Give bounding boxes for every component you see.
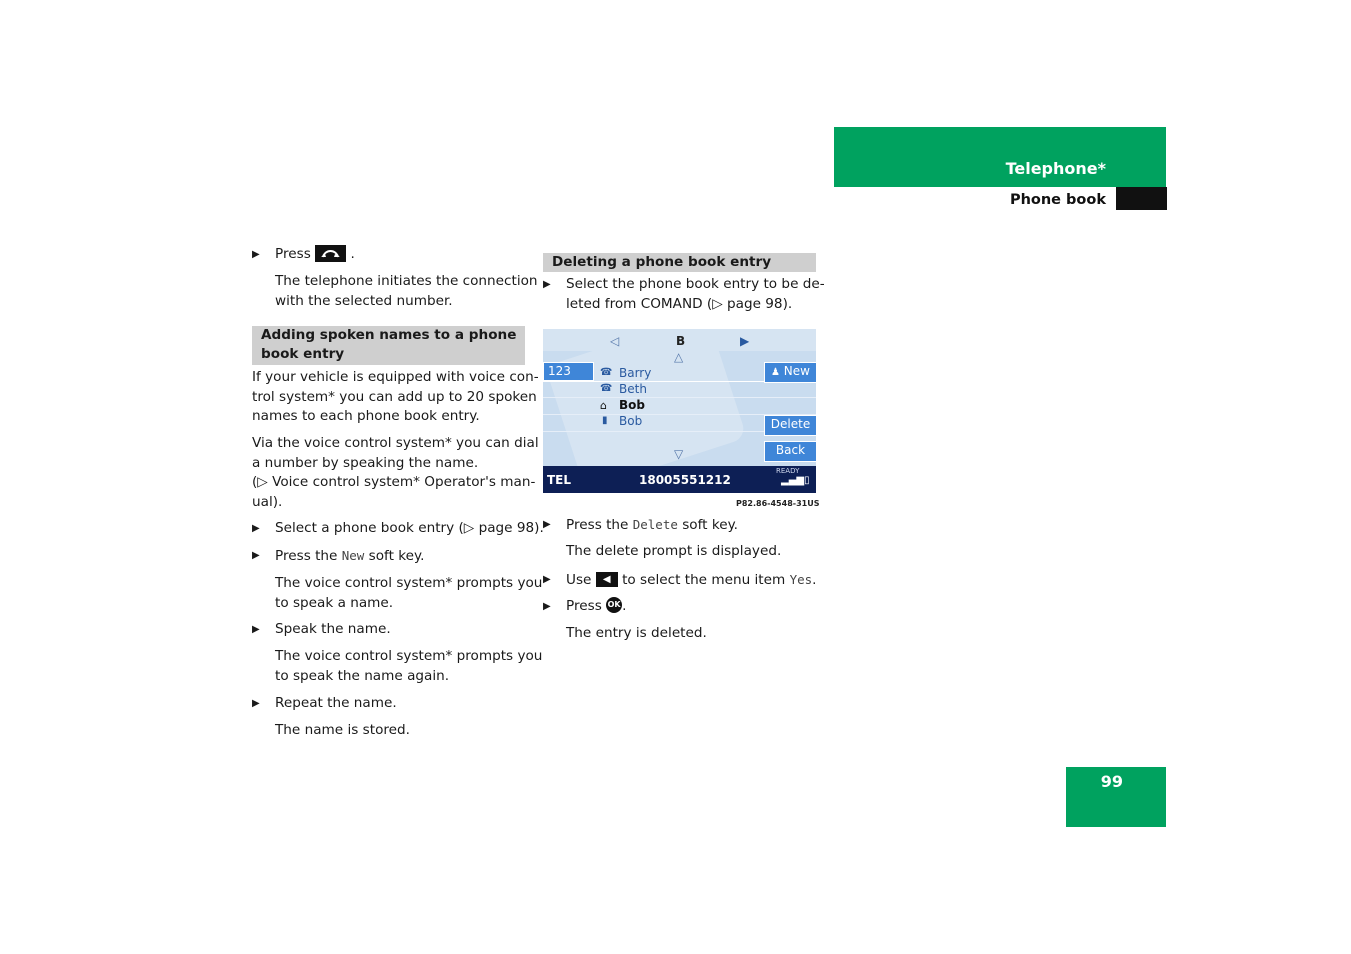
- bullet-icon: ▶: [252, 550, 260, 561]
- softkey-back[interactable]: Back: [764, 441, 816, 462]
- contact-icon: ♟: [771, 367, 780, 378]
- step-repeat-name: Repeat the name.: [275, 695, 397, 711]
- bullet-icon: ▶: [252, 523, 260, 534]
- step-use-left-key: Use ◀ to select the menu item Yes.: [566, 572, 817, 588]
- step-press-new: Press the New soft key.: [275, 548, 425, 564]
- section-heading-spoken-names: Adding spoken names to a phone book entry: [252, 326, 525, 365]
- left-arrow-icon: ◁: [610, 334, 620, 348]
- section-title: Phone book: [1009, 192, 1106, 208]
- step-result: The telephone initiates the connection with the selected number.: [275, 273, 538, 309]
- softkey-name-delete: Delete: [632, 517, 678, 532]
- bullet-icon: ▶: [543, 574, 551, 585]
- bullet-icon: ▶: [543, 519, 551, 530]
- bullet-icon: ▶: [252, 249, 260, 260]
- status-label: TEL: [547, 473, 572, 487]
- home-icon: ⌂: [600, 399, 607, 412]
- step-press-phone: Press .: [275, 246, 355, 262]
- entry-name[interactable]: Barry: [619, 366, 652, 380]
- softkey-new[interactable]: ♟ New: [764, 362, 816, 383]
- softkey-delete[interactable]: Delete: [764, 415, 816, 436]
- step-result: The entry is deleted.: [566, 625, 707, 641]
- step-press-delete: Press the Delete soft key.: [566, 517, 738, 533]
- image-code: P82.86-4548-31US: [736, 499, 820, 508]
- step-result: The voice control system* prompts you to speak the name again.: [275, 648, 543, 684]
- step-select-entry: Select a phone book entry (▷ page 98).: [275, 520, 544, 536]
- entry-name[interactable]: Bob: [619, 414, 643, 428]
- step-result: The voice control system* prompts you to speak a name.: [275, 575, 543, 611]
- up-arrow-icon: △: [674, 350, 684, 364]
- bullet-icon: ▶: [252, 698, 260, 709]
- mobile-icon: ▮: [602, 415, 608, 426]
- bullet-icon: ▶: [252, 624, 260, 635]
- entry-name-selected[interactable]: Bob: [619, 398, 645, 412]
- dialed-number: 18005551212: [639, 473, 731, 487]
- step-press-ok: Press OK .: [566, 598, 627, 614]
- ready-label: READY: [776, 467, 800, 475]
- section-tab-marker: [1116, 187, 1167, 210]
- bullet-icon: ▶: [543, 601, 551, 612]
- entry-name[interactable]: Beth: [619, 382, 647, 396]
- left-key-icon: ◀: [596, 572, 618, 587]
- phone-book-screen: [543, 329, 816, 493]
- step-result: The delete prompt is displayed.: [566, 543, 782, 559]
- paragraph-voice-control: If your vehicle is equipped with voice con- trol system* you can add up to 20 spoken names to each phone book entry.: [252, 369, 539, 425]
- ok-key-icon: OK: [606, 597, 622, 613]
- chapter-title: Telephone*: [1005, 159, 1106, 178]
- row-line: [543, 397, 816, 398]
- step-select-delete-entry: Select the phone book entry to be de- leted from COMAND (▷ page 98).: [566, 276, 825, 312]
- page-number: 99: [1100, 772, 1123, 791]
- tab-123[interactable]: 123: [543, 362, 594, 381]
- softkey-name-new: New: [341, 548, 365, 563]
- menu-item-yes: Yes: [789, 572, 813, 587]
- bullet-icon: ▶: [543, 279, 551, 290]
- right-arrow-icon: ▶: [740, 334, 750, 348]
- fax-icon: ☎: [600, 367, 613, 378]
- section-heading-delete-entry: Deleting a phone book entry: [543, 253, 816, 272]
- signal-icon: ▂▄▆▯: [781, 475, 810, 486]
- step-result: The name is stored.: [275, 722, 410, 738]
- phone-icon: ☎: [600, 383, 613, 394]
- screen-letter: B: [676, 334, 686, 348]
- step-speak-name: Speak the name.: [275, 621, 391, 637]
- paragraph-dial-by-name: Via the voice control system* you can dial a number by speaking the name. (▷ Voice control system* Operator's man- ual).: [252, 435, 539, 510]
- phone-key-icon: [315, 245, 346, 262]
- down-arrow-icon: ▽: [674, 447, 684, 461]
